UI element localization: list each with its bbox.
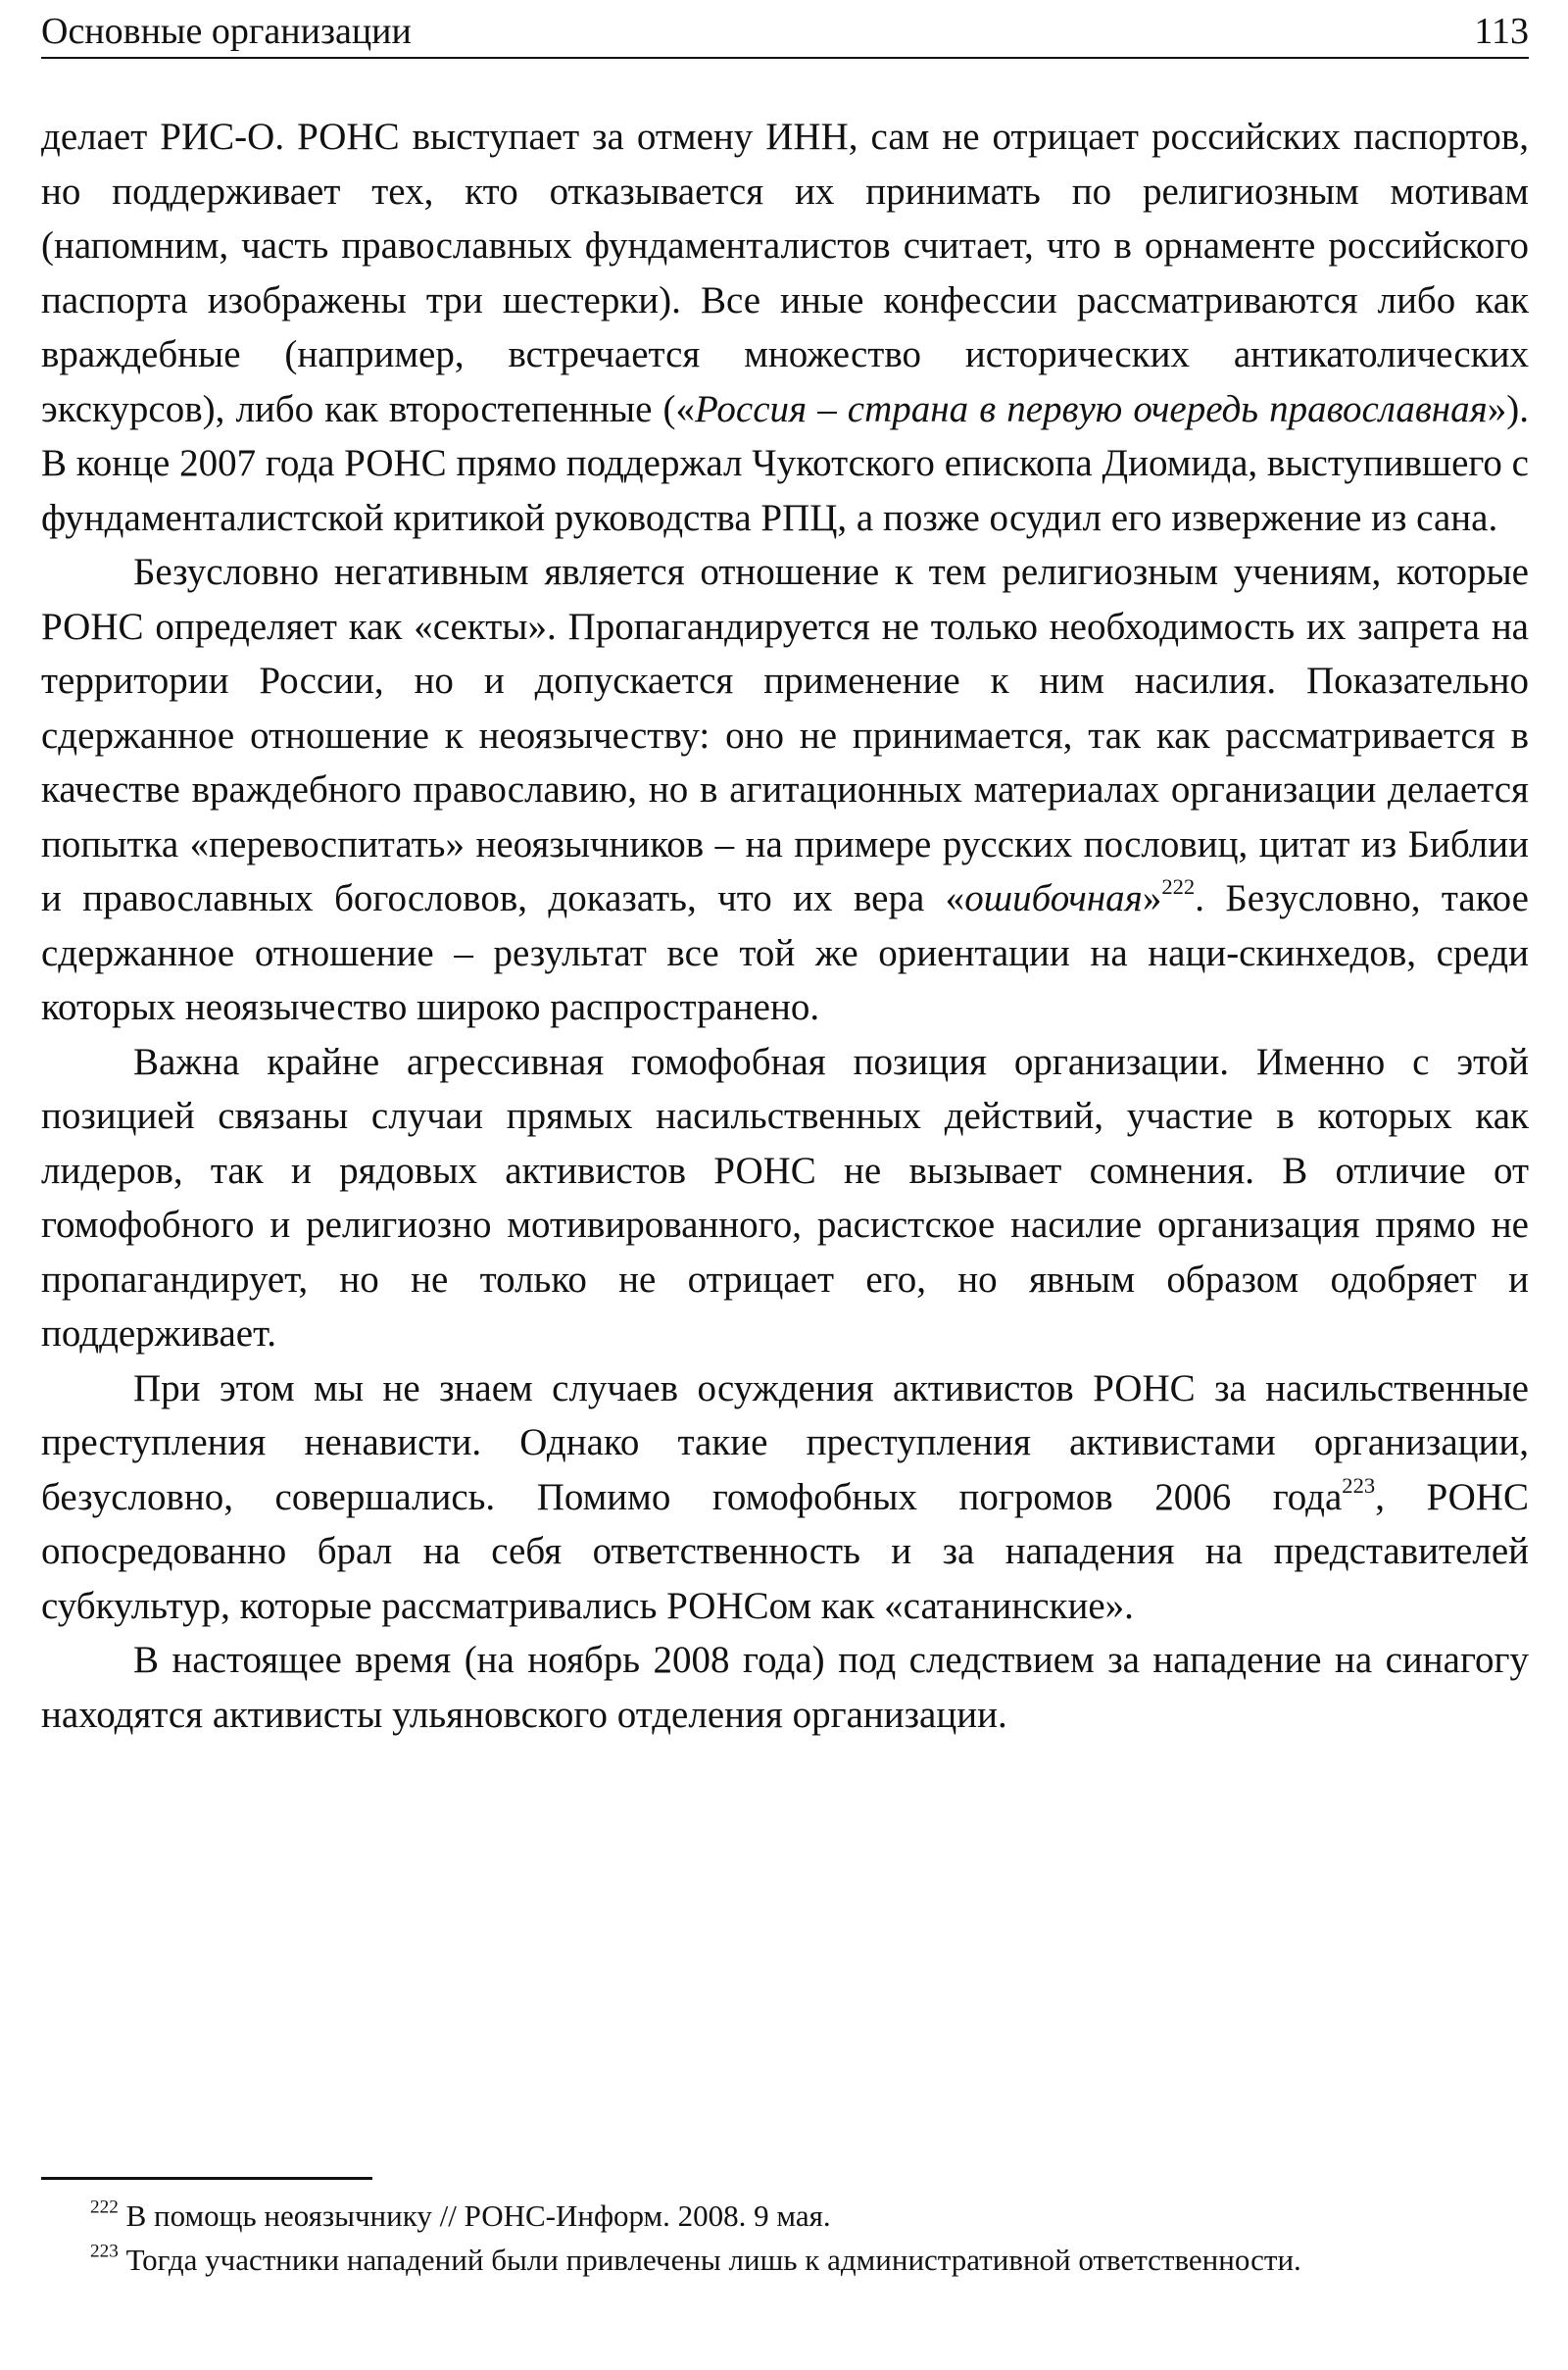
text-run: В настоящее время (на ноябрь 2008 года) под следствием за нападение на синагогу находятся активисты ульяновского отделения организации. (41, 1639, 1529, 1736)
paragraph-4 (41, 1361, 1529, 1634)
book-page (41, 0, 1529, 2370)
running-header (41, 6, 1529, 59)
page-number: 113 (1474, 11, 1529, 52)
paragraph-5 (41, 1633, 1529, 1742)
footnote-text: Тогда участники нападений были привлечены лишь к административной ответственности. (118, 2243, 1301, 2277)
paragraph-3 (41, 1035, 1529, 1361)
main-text (41, 110, 1529, 1742)
text-run: . Безусловно, такое сдержанное отношение – результат все той же ориентации на наци-скинхедов, среди которых неоязычество широко распространено. (41, 877, 1529, 1028)
text-run: При этом мы не знаем случаев осуждения активистов РОНС за насильственные преступления ненависти. Однако такие преступления активистами организации, безусловно, совершались. Помимо гомофобных погромов 2006 года (41, 1366, 1529, 1518)
footnote-number: 222 (90, 2197, 119, 2218)
italic-quote: Россия – страна в первую очередь православная (695, 387, 1488, 430)
footnote-ref-223[interactable]: 223 (1342, 1472, 1376, 1498)
paragraph-2 (41, 545, 1529, 1035)
text-run: Важна крайне агрессивная гомофобная позиция организации. Именно с этой позицией связаны случаи прямых насильственных действий, участие в которых как лидеров, так и рядовых активистов РОНС не вызывает сомнения. В отличие от гомофобного и религиозно мотивированного, расистское насилие организация прямо не пропагандирует, но не только не отрицает его, но явным образом одобряет и поддерживает. (41, 1040, 1529, 1355)
text-run: »). В конце 2007 года РОНС прямо поддержал Чукотского епископа Диомида, выступившего с фундаменталистской критикой руководства РПЦ, а позже осудил его извержение из сана. (41, 387, 1529, 539)
text-run: Безусловно негативным является отношение к тем религиозным учениям, которые РОНС определяет как «секты». Пропагандируется не только необходимость их запрета на территории России, но и допускается применение к ним насилия. Показательно сдержанное отношение к неоязычеству: оно не принимается, так как рассматривается в качестве враждебного православию, но в агитационных материалах организации делается попытка «перевоспитать» неоязычников – на примере русских пословиц, цитат из Библии и православных богословов, доказать, что их вера « (41, 551, 1529, 919)
footnote-ref-222[interactable]: 222 (1161, 874, 1196, 900)
footnotes (41, 2194, 1529, 2282)
footnote-223 (41, 2238, 1529, 2282)
footnote-222 (41, 2194, 1529, 2238)
text-run: делает РИС-О. РОНС выступает за отмену ИНН, сам не отрицает российских паспортов, но поддерживает тех, кто отказывается их принимать по религиозным мотивам (напомним, часть православных фундаменталистов считает, что в орнаменте российского паспорта изображены три шестерки). Все иные конфессии рассматриваются либо как враждебные (например, встречается множество исторических антикатолических экскурсов), либо как второстепенные (« (41, 116, 1529, 430)
footnote-number: 223 (90, 2241, 119, 2262)
italic-word: ошибочная (964, 877, 1143, 919)
footnote-separator (41, 2177, 372, 2180)
paragraph-1 (41, 110, 1529, 545)
text-run: » (1142, 877, 1162, 919)
section-title: Основные организации (41, 11, 412, 52)
text-run: , РОНС опосредованно брал на себя ответственность и за нападения на представителей субкультур, которые рассматривались РОНСом как «сатанинские». (41, 1475, 1529, 1627)
footnote-text: В помощь неоязычнику // РОНС-Информ. 2008. 9 мая. (118, 2198, 831, 2233)
